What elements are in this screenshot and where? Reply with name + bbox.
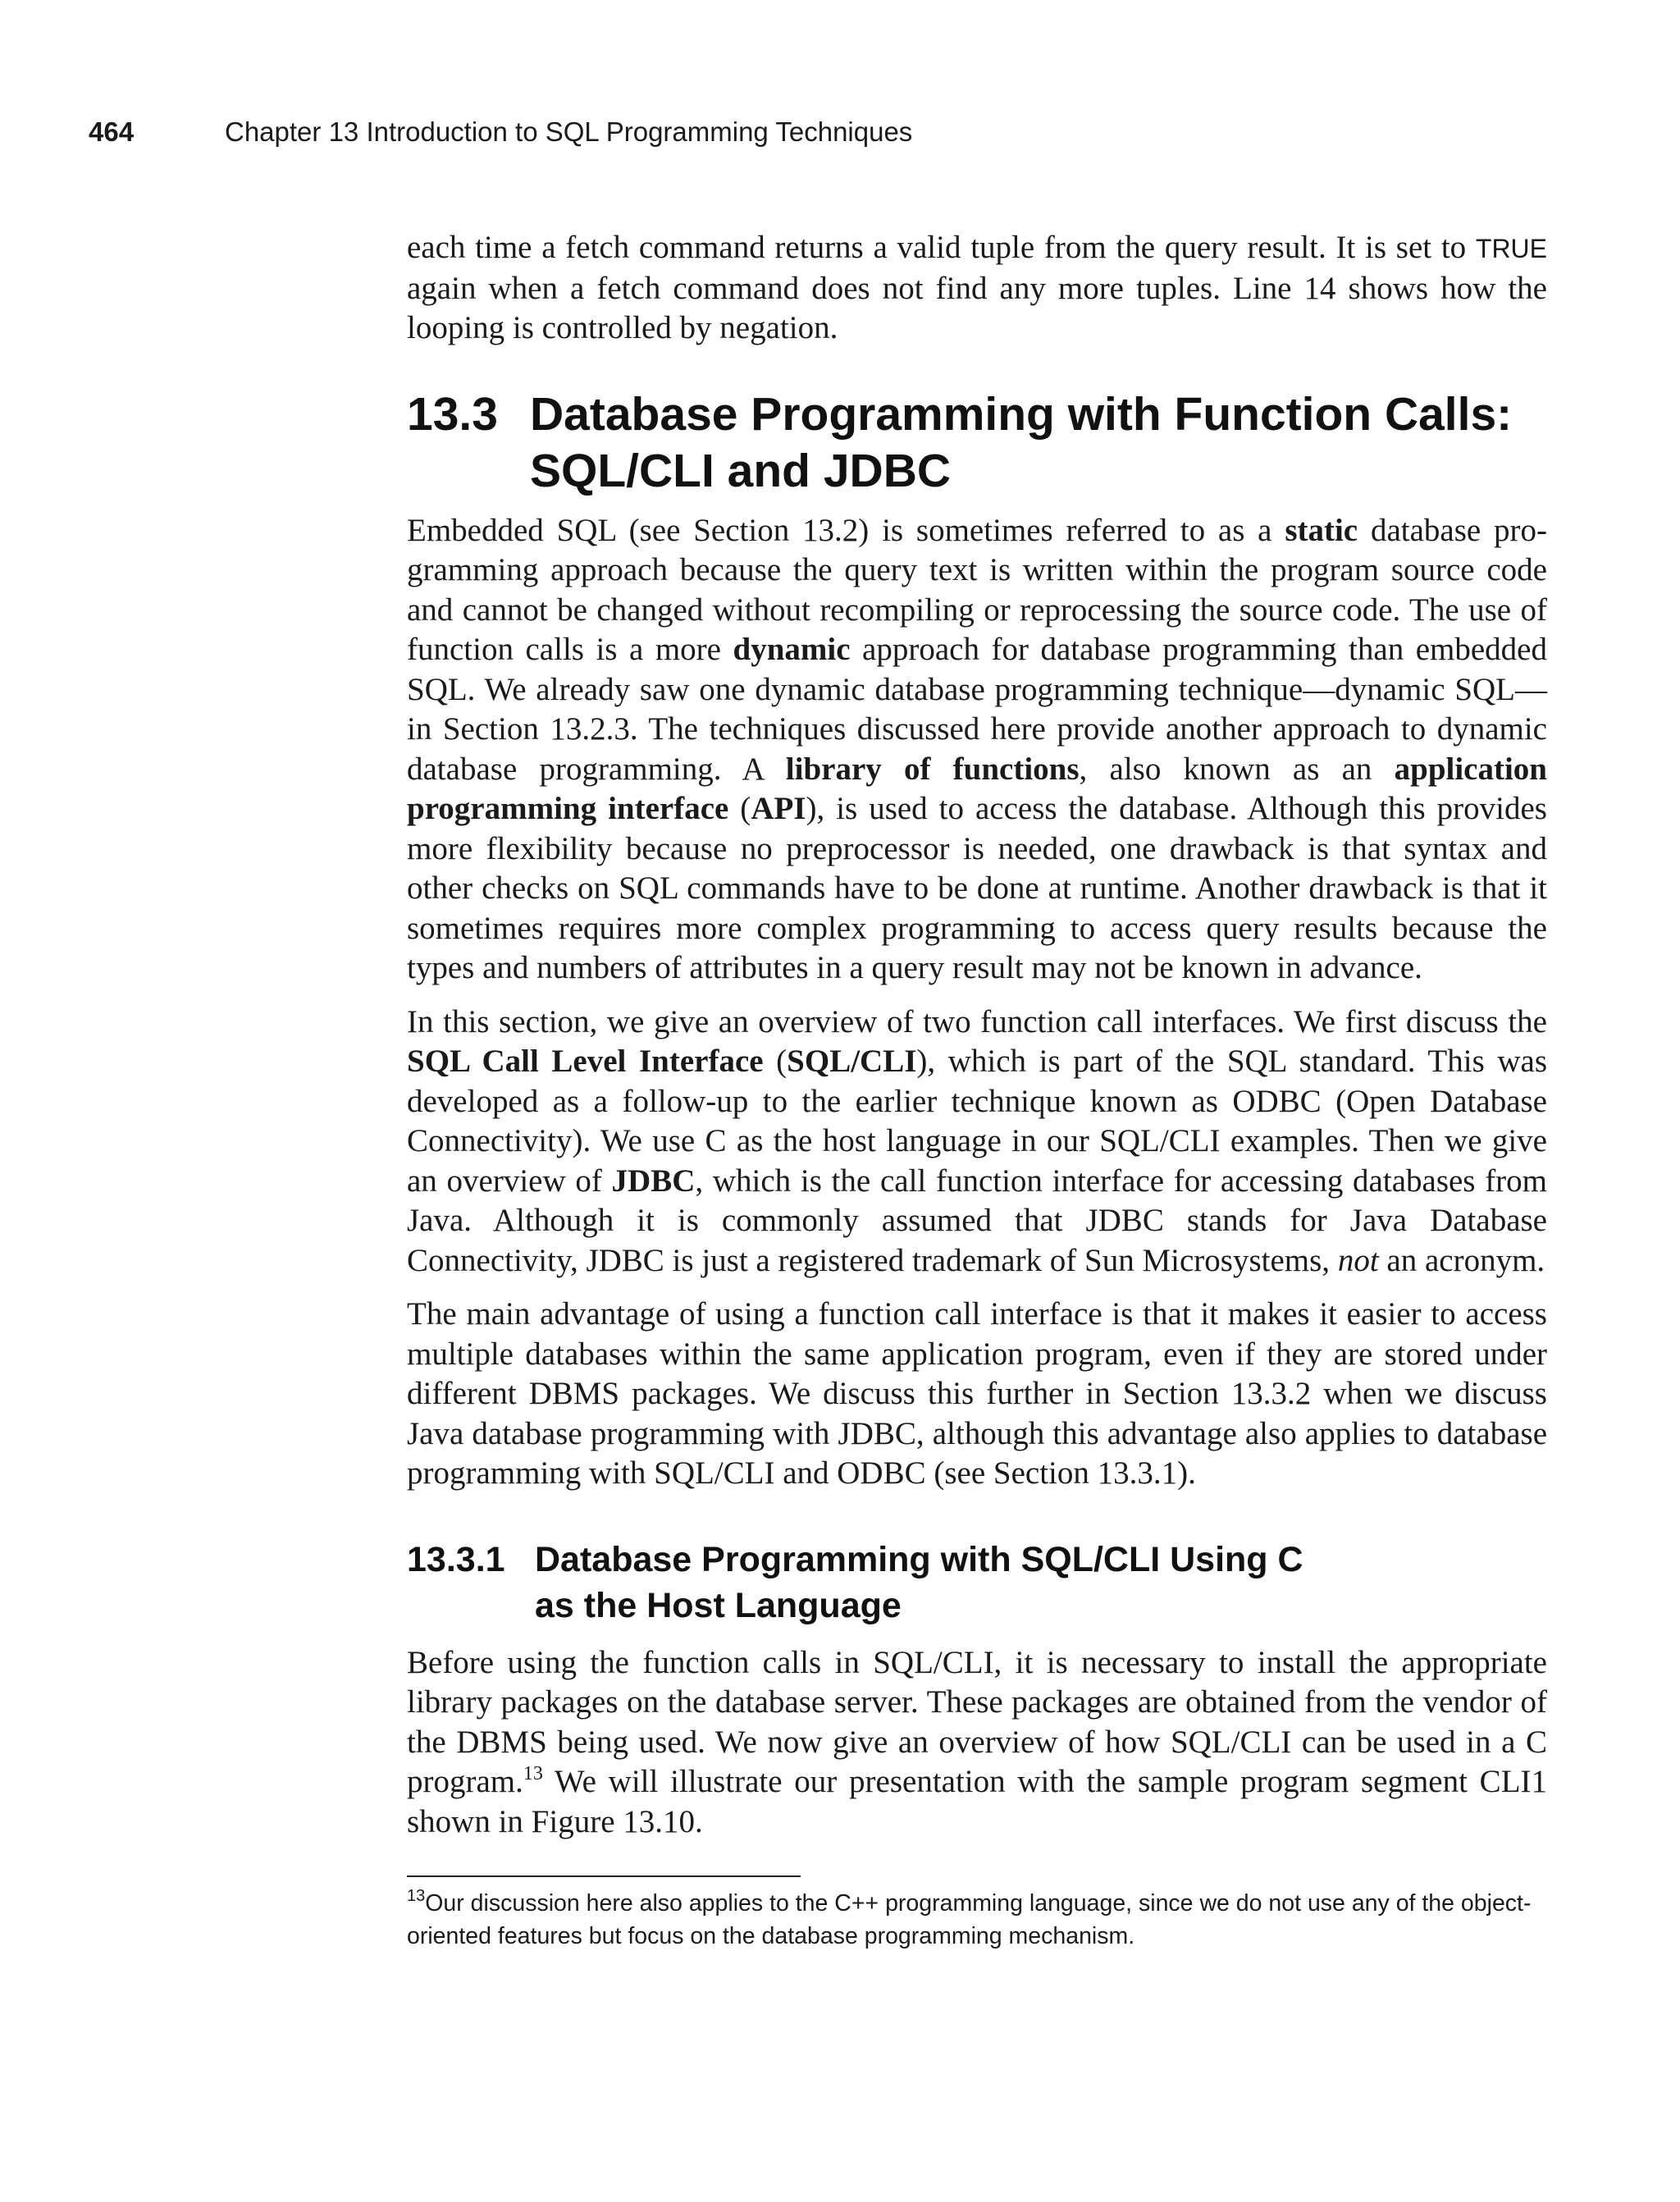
text-run: Embedded SQL (see Section 13.2) is sometimes referred to as a <box>407 512 1285 548</box>
page-number: 464 <box>89 116 135 147</box>
bold-term-sql-cli: SQL/CLI <box>787 1044 917 1079</box>
text-run: ), which is part of the SQL standard. This was developed as a follow-up to the earlier technique known as ODBC (Open Database Connectivity). We use C as the host language in our SQL/CLI examples. Then we give an overview of <box>407 1044 1547 1199</box>
subsection-title-line-2: as the Host Language <box>535 1585 902 1625</box>
footnote <box>407 1887 1547 1953</box>
intro-paragraph <box>407 228 1547 349</box>
text-run: , also known as an <box>1079 751 1395 787</box>
section-number: 13.3 <box>407 387 498 441</box>
bold-term-sql-cli-full: SQL Call Level Interface <box>407 1044 764 1079</box>
section-paragraph-1 <box>407 511 1547 989</box>
bold-term-api: API <box>751 791 806 826</box>
footnote-text: Our discussion here also applies to the C++ programming language, since we do not use any of the object-oriented features but focus on the database programming mechanism. <box>407 1890 1532 1949</box>
text-run: ( <box>763 1044 788 1079</box>
text-run: , which is the call function interface for accessing databases from Java. Although it is commonly assumed that JDBC stands for Java Database Connectivity, JDBC is just a registered trademark of Sun Microsystems, <box>407 1163 1548 1278</box>
bold-term-static: static <box>1285 512 1358 548</box>
subsection-paragraph-1 <box>407 1643 1547 1843</box>
text-run: In this section, we give an overview of two function call interfaces. We first discuss the <box>407 1003 1547 1039</box>
subsection-title-line-1: Database Programming with SQL/CLI Using C <box>535 1539 1303 1579</box>
bold-term-library-of-functions: library of functions <box>785 751 1080 787</box>
footnote-rule <box>407 1875 801 1877</box>
text-run: approach for database programming than embedded SQL. We already saw one dynamic database programming technique—dynamic SQL—in Section 13.2.3. The techniques discussed here provide another approach to dynamic database programming. A <box>407 632 1547 787</box>
bold-term-dynamic: dynamic <box>733 632 851 667</box>
section-paragraph-2 <box>407 1003 1547 1281</box>
code-true: TRUE <box>1475 234 1547 263</box>
running-head <box>89 116 912 158</box>
section-title: Database Programming with Function Calls: SQL/CLI and JDBC <box>530 387 1513 497</box>
bold-term-api-full: application programming interface <box>407 751 1547 826</box>
subsection-heading <box>407 1537 1547 1629</box>
section-paragraph-3: The main advantage of using a function call interface is that it makes it easier to access multiple databases within the same application program, even if they are stored under different DBMS packages. We discuss this further in Section 13.3.2 when we discuss Java database programming with JDBC, although this advantage also applies to database programming with SQL/CLI and ODBC (see Section 13.3.1). <box>407 1296 1547 1491</box>
text-column <box>407 228 1547 1953</box>
text-run: ( <box>728 791 751 826</box>
text-run: database programming approach because the query text is written within the program source code and cannot be changed without recompiling or reprocessing the source code. The use of function calls is a more <box>407 512 1547 667</box>
bold-term-jdbc: JDBC <box>611 1163 696 1199</box>
text-run: Before using the function calls in SQL/CLI, it is necessary to install the appropriate library packages on the database server. These packages are obtained from the vendor of the DBMS being used. We now give an overview of how SQL/CLI can be used in a C program. <box>407 1644 1547 1799</box>
text-run: We will illustrate our presentation with the sample program segment CLI1 shown in Figure 13.10. <box>407 1764 1547 1839</box>
subsection-number: 13.3.1 <box>407 1539 505 1579</box>
footnote-marker: 13 <box>407 1887 426 1905</box>
text-run: again when a fetch command does not find any more tuples. Line 14 shows how the looping is controlled by negation. <box>407 270 1547 345</box>
italic-not: not <box>1337 1242 1379 1278</box>
text-run: an acronym. <box>1378 1242 1545 1278</box>
text-run: each time a fetch command returns a valid tuple from the query result. It is set to <box>407 230 1476 265</box>
section-heading <box>407 386 1547 500</box>
chapter-title: Chapter 13 Introduction to SQL Programming Techniques <box>225 116 913 147</box>
text-run: ), is used to access the database. Although this provides more flexibility because no preprocessor is needed, one drawback is that syntax and other checks on SQL commands have to be done at runtime. Another drawback is that it sometimes requires more complex programming to access query results because the types and numbers of attributes in a query result may not be known in advance. <box>407 791 1547 985</box>
footnote-reference[interactable]: 13 <box>523 1763 543 1784</box>
